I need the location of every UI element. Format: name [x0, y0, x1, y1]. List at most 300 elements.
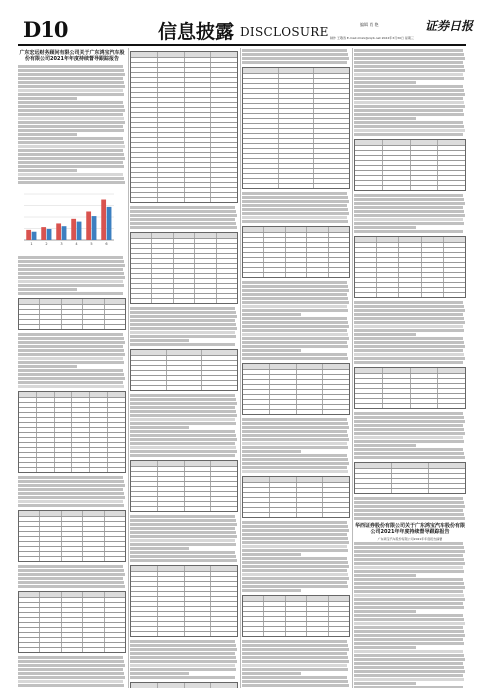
bar — [32, 232, 37, 240]
table-cell — [185, 597, 212, 601]
bar — [107, 207, 112, 240]
text-line — [354, 578, 463, 581]
text-line — [354, 440, 464, 443]
table-cell — [105, 547, 125, 551]
table-cell — [72, 398, 90, 402]
table-cell — [131, 158, 158, 162]
text-line — [354, 566, 463, 569]
table-cell — [83, 628, 104, 632]
table-cell — [40, 628, 61, 632]
table-cell — [297, 508, 324, 512]
table-row — [243, 184, 349, 188]
table-cell — [105, 628, 125, 632]
table-cell — [211, 108, 237, 112]
text-line — [130, 555, 236, 558]
text-line — [354, 349, 463, 352]
text-line — [354, 317, 464, 320]
table-cell — [90, 403, 108, 407]
table-cell — [211, 502, 237, 506]
table-cell — [108, 398, 125, 402]
text-line — [242, 676, 347, 679]
text-line — [18, 149, 123, 152]
table-row — [243, 410, 349, 414]
table-cell — [131, 627, 158, 631]
text-line — [354, 329, 464, 332]
table-cell — [108, 408, 125, 412]
bar — [26, 230, 31, 240]
table-cell — [211, 188, 237, 192]
table-cell — [422, 258, 444, 262]
table-cell — [131, 168, 158, 172]
table-cell — [202, 356, 237, 360]
table-cell — [243, 632, 264, 636]
table-cell — [62, 598, 83, 602]
table-cell — [62, 608, 83, 612]
table-cell — [399, 243, 421, 247]
text-line — [130, 398, 236, 401]
table-cell — [108, 433, 125, 437]
table-cell — [422, 237, 444, 242]
table-cell — [40, 592, 61, 597]
table-cell — [217, 299, 237, 303]
table-cell — [411, 181, 439, 185]
table-cell — [158, 118, 185, 122]
table-cell — [40, 537, 61, 541]
table-cell — [40, 547, 61, 551]
table-cell — [40, 618, 61, 622]
table-cell — [19, 398, 37, 402]
table-cell — [158, 632, 185, 636]
table-cell — [37, 443, 55, 447]
text-line — [242, 430, 347, 433]
text-line — [354, 432, 465, 435]
text-line — [354, 606, 464, 609]
table-cell — [270, 380, 297, 384]
table-cell — [297, 493, 324, 497]
table-cell — [158, 58, 185, 62]
table-cell — [307, 612, 328, 616]
table-cell — [158, 577, 185, 581]
table-cell — [158, 113, 185, 117]
table-cell — [62, 623, 83, 627]
table-cell — [195, 254, 216, 258]
text-line — [354, 226, 416, 229]
table-cell — [72, 413, 90, 417]
table-cell — [131, 128, 158, 132]
table-row — [19, 325, 125, 329]
table-cell — [158, 612, 185, 616]
table-cell — [202, 376, 237, 380]
table-cell — [62, 315, 83, 319]
table-cell — [19, 458, 37, 462]
text-line — [18, 377, 125, 380]
table-cell — [355, 484, 392, 488]
bar — [47, 229, 52, 240]
text-line — [18, 664, 125, 667]
table-cell — [158, 487, 185, 491]
text-line — [18, 153, 124, 156]
table-cell — [167, 350, 203, 355]
table-cell — [83, 547, 104, 551]
table-cell — [40, 310, 61, 314]
table-cell — [323, 483, 349, 487]
table-cell — [307, 622, 328, 626]
text-line — [18, 85, 125, 88]
table-cell — [105, 613, 125, 617]
table-cell — [411, 161, 439, 165]
table-cell — [105, 511, 125, 516]
text-line — [242, 293, 347, 296]
table-cell — [131, 366, 167, 370]
table-cell — [355, 293, 377, 297]
text-line — [354, 570, 464, 573]
table-cell — [105, 598, 125, 602]
table-cell — [158, 193, 185, 197]
table-cell — [438, 181, 465, 185]
table-cell — [195, 239, 216, 243]
table-cell — [307, 632, 328, 636]
table-cell — [211, 113, 237, 117]
text-line — [242, 640, 347, 643]
text-line — [354, 602, 463, 605]
text-line — [354, 505, 465, 508]
table-cell — [438, 166, 465, 170]
table-cell — [105, 638, 125, 642]
table-cell — [279, 119, 315, 123]
table-cell — [108, 448, 125, 452]
table-cell — [83, 305, 104, 309]
bar — [62, 226, 67, 240]
table-cell — [314, 154, 349, 158]
table-cell — [392, 484, 429, 488]
table-cell — [131, 239, 152, 243]
table-cell — [185, 133, 212, 137]
table-cell — [355, 394, 383, 398]
table-cell — [105, 537, 125, 541]
table-cell — [264, 227, 285, 232]
table-cell — [202, 361, 237, 365]
text-line — [18, 177, 124, 180]
text-line — [18, 169, 77, 172]
table-cell — [152, 269, 173, 273]
text-line — [242, 557, 347, 560]
table-cell — [217, 284, 237, 288]
table-cell — [108, 468, 125, 472]
table-cell — [270, 508, 297, 512]
text-line — [242, 200, 349, 203]
table-cell — [314, 144, 349, 148]
table-cell — [211, 88, 237, 92]
table-cell — [279, 89, 315, 93]
table-cell — [185, 153, 212, 157]
table-cell — [90, 453, 108, 457]
table-cell — [105, 315, 125, 319]
table-cell — [158, 587, 185, 591]
table-cell — [152, 254, 173, 258]
data-table — [130, 565, 238, 637]
text-line — [242, 422, 348, 425]
table-cell — [270, 364, 297, 369]
table-cell — [297, 375, 324, 379]
text-line — [354, 313, 463, 316]
table-cell — [185, 88, 212, 92]
text-line — [242, 321, 348, 324]
table-cell — [55, 418, 73, 422]
text-line — [242, 329, 347, 332]
table-cell — [444, 288, 465, 292]
text-line — [18, 577, 123, 580]
table-cell — [211, 103, 237, 107]
text-line — [354, 85, 463, 88]
table-cell — [329, 248, 349, 252]
table-cell — [108, 413, 125, 417]
table-cell — [444, 237, 465, 242]
text-line — [242, 660, 349, 663]
table-cell — [158, 178, 185, 182]
table-cell — [377, 253, 399, 257]
table-cell — [211, 487, 237, 491]
table-cell — [158, 98, 185, 102]
text-line — [242, 57, 349, 60]
table-cell — [131, 592, 158, 596]
text-line — [130, 438, 237, 441]
table-cell — [62, 527, 83, 531]
table-cell — [329, 243, 349, 247]
table-cell — [62, 320, 83, 324]
table-cell — [19, 305, 40, 309]
table-cell — [40, 517, 61, 521]
table-cell — [314, 169, 349, 173]
table-cell — [444, 248, 465, 252]
table-cell — [40, 542, 61, 546]
table-cell — [286, 627, 307, 631]
table-cell — [323, 477, 349, 482]
text-block — [18, 256, 126, 688]
text-line — [242, 285, 348, 288]
table-cell — [131, 487, 158, 491]
table-cell — [185, 582, 212, 586]
table-cell — [105, 532, 125, 536]
page-body — [18, 48, 466, 688]
table-cell — [19, 448, 37, 452]
table-cell — [211, 477, 237, 481]
text-line — [354, 642, 464, 645]
table-cell — [243, 159, 279, 163]
table-cell — [383, 161, 411, 165]
text-line — [18, 145, 125, 148]
table-cell — [411, 186, 439, 190]
table-cell — [329, 596, 349, 601]
table-cell — [152, 284, 173, 288]
table-cell — [211, 627, 237, 631]
table-cell — [158, 572, 185, 576]
table-cell — [377, 273, 399, 277]
table-cell — [105, 608, 125, 612]
table-cell — [211, 68, 237, 72]
text-line — [242, 454, 347, 457]
table-cell — [90, 413, 108, 417]
table-cell — [307, 258, 328, 262]
text-line — [18, 81, 124, 84]
table-cell — [286, 238, 307, 242]
table-cell — [243, 364, 270, 369]
table-cell — [383, 394, 411, 398]
table-cell — [185, 627, 212, 631]
table-cell — [243, 184, 279, 188]
table-cell — [174, 299, 195, 303]
table-cell — [19, 527, 40, 531]
table-cell — [429, 463, 465, 468]
text-line — [242, 668, 348, 671]
table-cell — [202, 371, 237, 375]
table-cell — [158, 461, 185, 466]
table-cell — [297, 410, 324, 414]
text-line — [354, 53, 464, 56]
text-line — [354, 194, 463, 197]
table-cell — [286, 617, 307, 621]
text-line — [130, 327, 237, 330]
table-cell — [314, 74, 349, 78]
table-cell — [90, 443, 108, 447]
text-line — [354, 218, 463, 221]
table-cell — [383, 368, 411, 373]
text-line — [130, 535, 237, 538]
text-line — [354, 125, 464, 128]
text-line — [354, 646, 416, 649]
table-cell — [399, 278, 421, 282]
table-cell — [270, 375, 297, 379]
table-cell — [422, 253, 444, 257]
table-cell — [355, 399, 383, 403]
table-cell — [411, 384, 439, 388]
table-cell — [62, 305, 83, 309]
text-line — [18, 141, 124, 144]
text-line — [18, 484, 125, 487]
table-row — [131, 683, 237, 688]
text-line — [242, 61, 347, 64]
text-line — [18, 276, 125, 279]
table-cell — [158, 163, 185, 167]
article-title: 华西证券股份有限公司关于广东鸿宝汽车股份有限公司2021年年度持续督导跟踪报告 — [354, 523, 465, 535]
table-cell — [167, 386, 203, 390]
table-cell — [392, 474, 429, 478]
table-cell — [438, 186, 465, 190]
table-cell — [355, 384, 383, 388]
table-cell — [19, 598, 40, 602]
page-header — [0, 0, 484, 44]
table-cell — [174, 274, 195, 278]
table-cell — [83, 643, 104, 647]
text-line — [130, 343, 235, 346]
table-cell — [158, 188, 185, 192]
table-row — [19, 648, 125, 652]
table-cell — [438, 146, 465, 150]
table-cell — [243, 238, 264, 242]
text-line — [354, 210, 464, 213]
text-line — [242, 53, 348, 56]
table-cell — [40, 320, 61, 324]
table-cell — [185, 168, 212, 172]
table-cell — [131, 376, 167, 380]
table-cell — [83, 542, 104, 546]
text-line — [130, 422, 236, 425]
table-row — [131, 299, 237, 303]
table-cell — [211, 143, 237, 147]
table-cell — [62, 628, 83, 632]
table-cell — [243, 607, 264, 611]
table-cell — [286, 602, 307, 606]
table-cell — [399, 237, 421, 242]
table-cell — [429, 489, 465, 493]
table-cell — [152, 249, 173, 253]
table-cell — [211, 592, 237, 596]
table-cell — [270, 503, 297, 507]
table-cell — [323, 513, 349, 517]
table-cell — [264, 622, 285, 626]
text-line — [242, 349, 301, 352]
table-cell — [355, 379, 383, 383]
table-row — [355, 186, 465, 190]
table-cell — [243, 79, 279, 83]
table-cell — [19, 648, 40, 652]
table-cell — [438, 379, 465, 383]
table-cell — [202, 386, 237, 390]
table-cell — [83, 522, 104, 526]
table-cell — [108, 428, 125, 432]
table-cell — [243, 179, 279, 183]
table-cell — [355, 156, 383, 160]
table-cell — [323, 410, 349, 414]
table-cell — [297, 513, 324, 517]
table-cell — [185, 173, 212, 177]
table-cell — [158, 507, 185, 511]
table-cell — [90, 408, 108, 412]
text-line — [18, 181, 125, 184]
table-cell — [399, 263, 421, 267]
table-cell — [329, 273, 349, 277]
table-cell — [211, 617, 237, 621]
text-line — [18, 668, 123, 671]
table-cell — [158, 73, 185, 77]
text-line — [130, 559, 237, 562]
table-cell — [37, 403, 55, 407]
table-cell — [185, 602, 212, 606]
table-cell — [174, 289, 195, 293]
table-cell — [108, 453, 125, 457]
table-cell — [185, 472, 212, 476]
table-cell — [185, 632, 212, 636]
text-line — [130, 426, 189, 429]
text-line — [242, 565, 349, 568]
text-line — [130, 551, 235, 554]
table-cell — [297, 477, 324, 482]
table-cell — [286, 227, 307, 232]
table-cell — [383, 151, 411, 155]
text-line — [354, 345, 465, 348]
table-cell — [19, 517, 40, 521]
table-cell — [105, 527, 125, 531]
table-cell — [62, 522, 83, 526]
table-cell — [62, 618, 83, 622]
table-cell — [40, 613, 61, 617]
text-line — [18, 373, 124, 376]
table-cell — [329, 263, 349, 267]
text-line — [18, 492, 124, 495]
table-cell — [355, 374, 383, 378]
text-line — [130, 652, 235, 655]
table-cell — [158, 108, 185, 112]
text-line — [354, 497, 463, 500]
